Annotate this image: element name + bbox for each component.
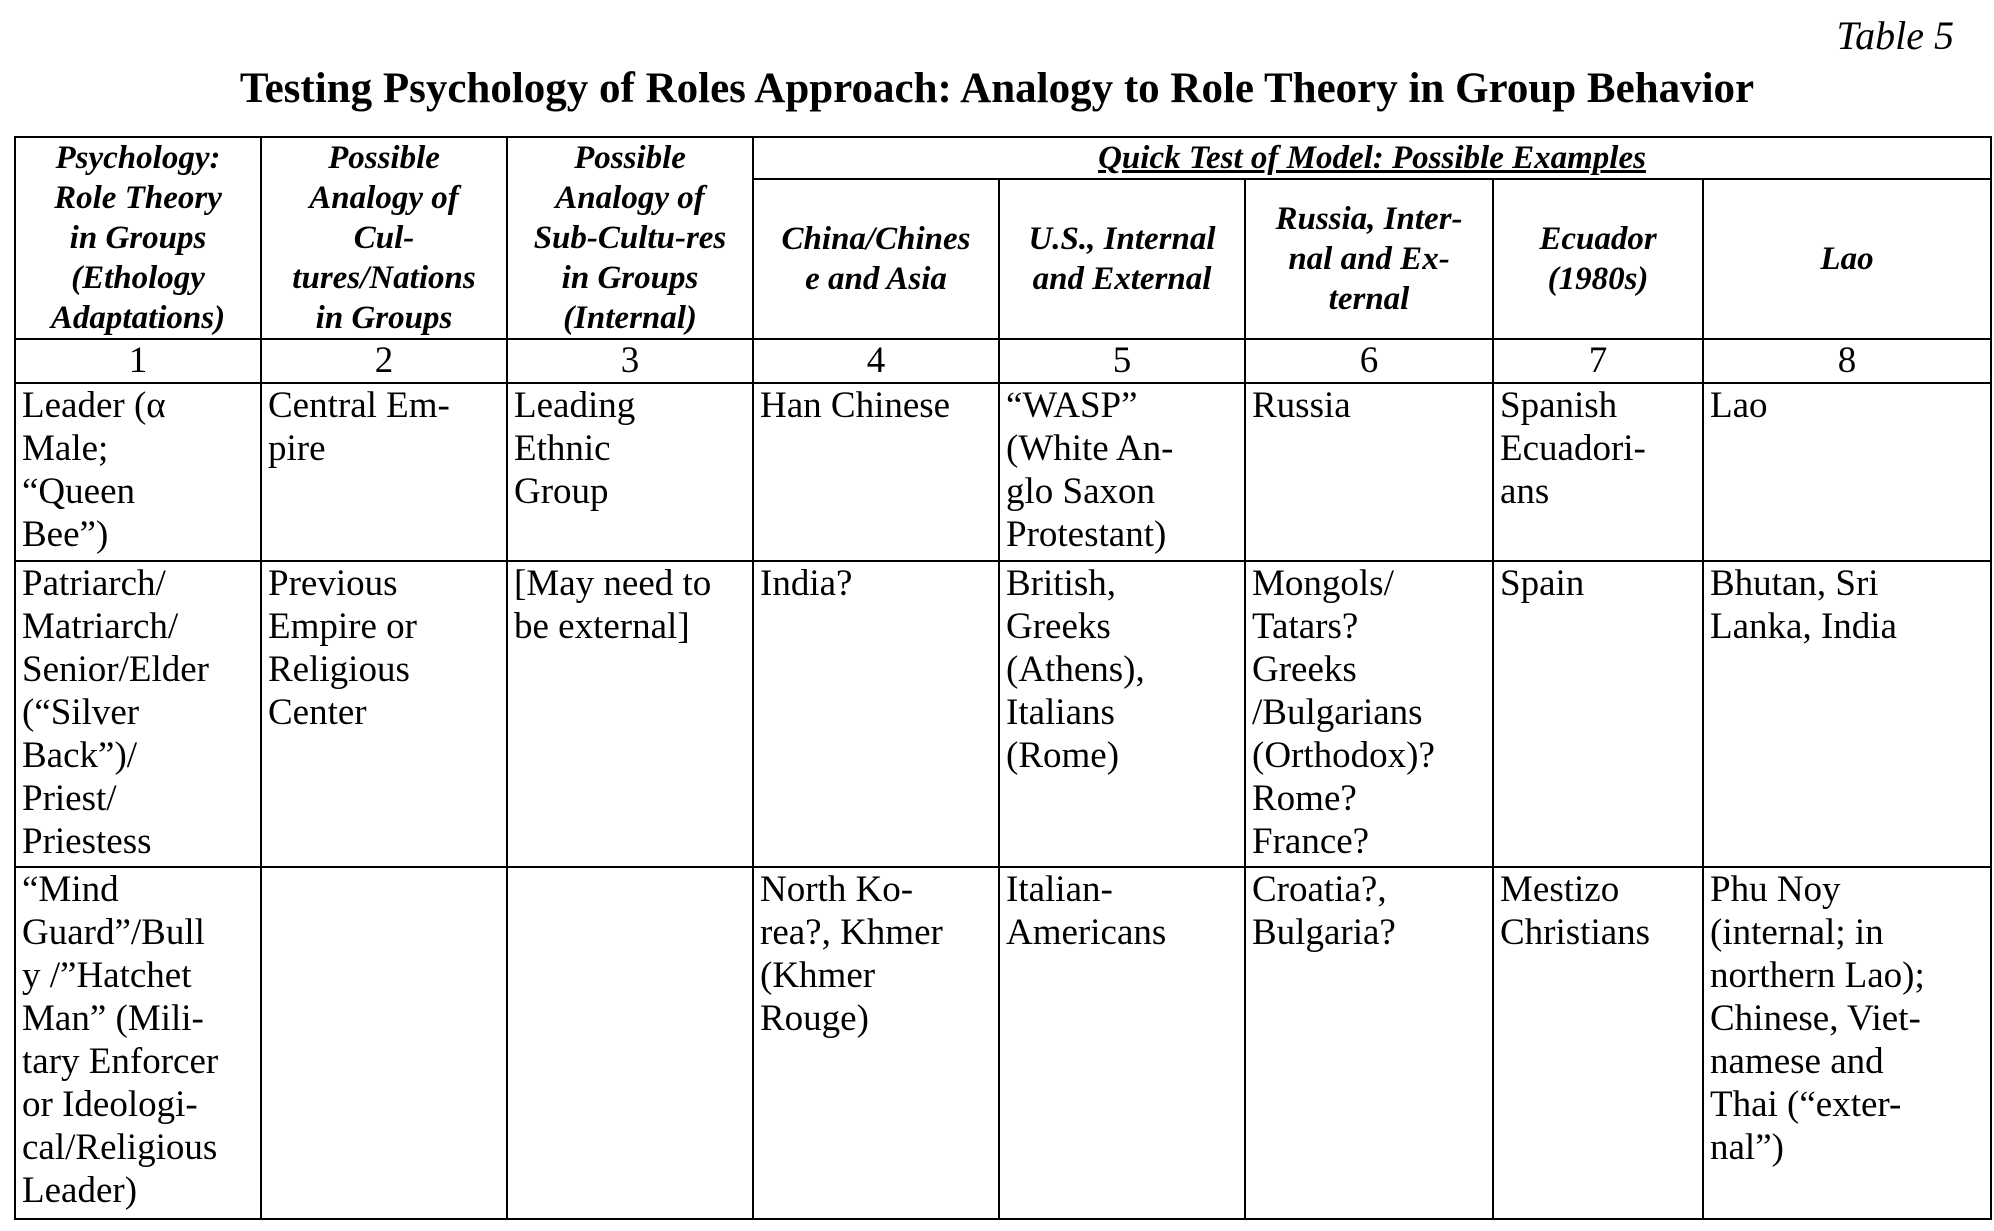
table-cell: Previous Empire or Religious Center	[261, 561, 507, 867]
header-cell-7: Ecuador (1980s)	[1493, 179, 1703, 339]
column-number: 7	[1493, 339, 1703, 383]
table-cell: Bhutan, Sri Lanka, India	[1703, 561, 1991, 867]
header-cell-5: U.S., Internal and External	[999, 179, 1245, 339]
number-row	[15, 339, 1991, 383]
table-cell: North Ko- rea?, Khmer (Khmer Rouge)	[753, 867, 999, 1219]
table-cell: Russia	[1245, 383, 1493, 561]
table-cell: India?	[753, 561, 999, 867]
header-group-cell: Quick Test of Model: Possible Examples	[753, 137, 1991, 179]
table-cell: Han Chinese	[753, 383, 999, 561]
column-number: 6	[1245, 339, 1493, 383]
table-cell: “Mind Guard”/Bull y /”Hatchet Man” (Mili- tary Enforcer or Ideologi- cal/Religious Leader)	[15, 867, 261, 1219]
table-cell: Leader (α Male; “Queen Bee”)	[15, 383, 261, 561]
table-row	[15, 383, 1991, 561]
table-cell: [May need to be external]	[507, 561, 753, 867]
column-number: 2	[261, 339, 507, 383]
table-cell: Mongols/ Tatars? Greeks /Bulgarians (Orthodox)? Rome? France?	[1245, 561, 1493, 867]
table-label: Table 5	[1836, 13, 1954, 58]
header-cell-8: Lao	[1703, 179, 1991, 339]
roles-table	[14, 136, 1992, 1220]
header-cell-3: Possible Analogy of Sub-Cultu-res in Groups (Internal)	[507, 137, 753, 339]
table-cell: Mestizo Christians	[1493, 867, 1703, 1219]
column-number: 5	[999, 339, 1245, 383]
table-cell: Italian- Americans	[999, 867, 1245, 1219]
column-number: 4	[753, 339, 999, 383]
table-cell	[507, 867, 753, 1219]
table-cell	[261, 867, 507, 1219]
column-number: 3	[507, 339, 753, 383]
table-cell: Spanish Ecuadori- ans	[1493, 383, 1703, 561]
header-cell-2: Possible Analogy of Cul- tures/Nations in Groups	[261, 137, 507, 339]
table-cell: Lao	[1703, 383, 1991, 561]
table-title: Testing Psychology of Roles Approach: Analogy to Role Theory in Group Behavior	[239, 65, 1755, 112]
header-cell-4: China/Chines e and Asia	[753, 179, 999, 339]
table-cell: Croatia?, Bulgaria?	[1245, 867, 1493, 1219]
table-cell: Patriarch/ Matriarch/ Senior/Elder (“Silver Back”)/ Priest/ Priestess	[15, 561, 261, 867]
header-cell-6: Russia, Inter- nal and Ex- ternal	[1245, 179, 1493, 339]
table-row	[15, 561, 1991, 867]
table-cell: Central Em- pire	[261, 383, 507, 561]
table-row	[15, 867, 1991, 1219]
table-cell: “WASP” (White An- glo Saxon Protestant)	[999, 383, 1245, 561]
table-cell: British, Greeks (Athens), Italians (Rome)	[999, 561, 1245, 867]
column-number: 1	[15, 339, 261, 383]
header-cell-1: Psychology: Role Theory in Groups (Ethology Adaptations)	[15, 137, 261, 339]
header-row-group	[15, 137, 1991, 179]
table-cell: Leading Ethnic Group	[507, 383, 753, 561]
table-cell: Spain	[1493, 561, 1703, 867]
column-number: 8	[1703, 339, 1991, 383]
table-cell: Phu Noy (internal; in northern Lao); Chinese, Viet- namese and Thai (“exter- nal”)	[1703, 867, 1991, 1219]
